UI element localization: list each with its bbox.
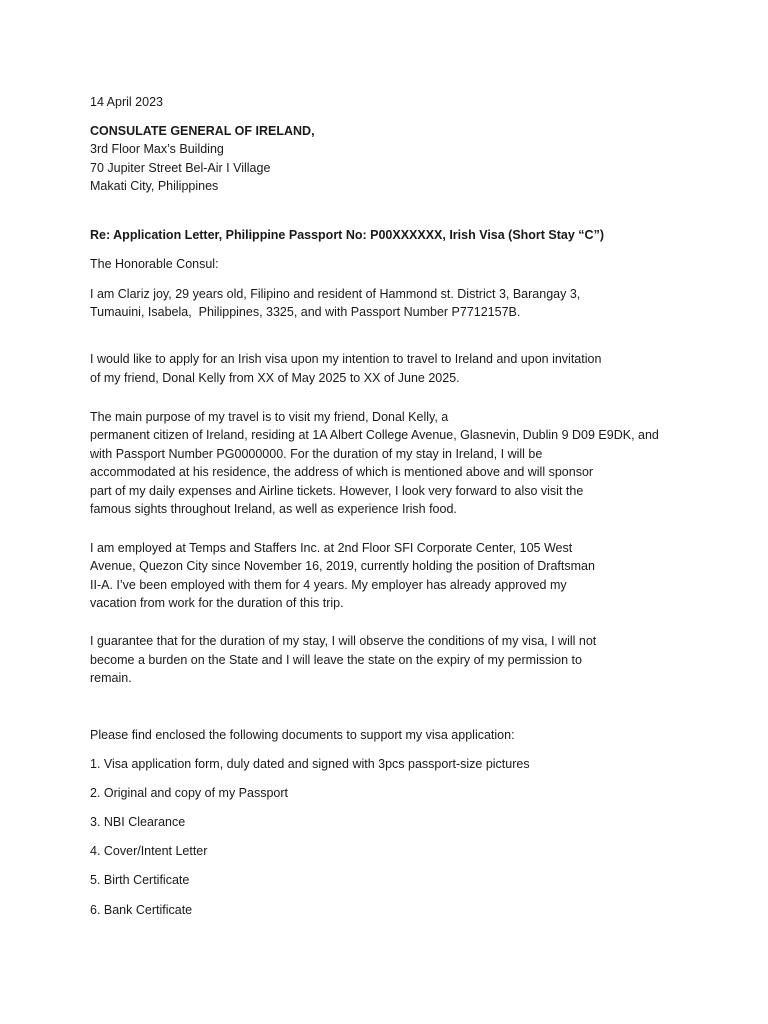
letter-date: 14 April 2023 xyxy=(90,95,163,109)
enclosures-intro: Please find enclosed the following documents to support my visa application: xyxy=(90,728,515,742)
paragraph-line: I am Clariz joy, 29 years old, Filipino and resident of Hammond st. District 3, Barangay 3, xyxy=(90,287,581,301)
enclosure-item: 2. Original and copy of my Passport xyxy=(90,786,289,800)
enclosure-item: 5. Birth Certificate xyxy=(90,873,190,887)
recipient-address-line: 70 Jupiter Street Bel-Air I Village xyxy=(90,161,271,175)
paragraph-line: accommodated at his residence, the address of which is mentioned above and will sponsor xyxy=(90,465,594,479)
paragraph-line: remain. xyxy=(90,671,132,685)
recipient-address-line: 3rd Floor Max’s Building xyxy=(90,142,224,156)
paragraph-line: become a burden on the State and I will leave the state on the expiry of my permission to xyxy=(90,653,582,667)
paragraph-line: Tumauini, Isabela, Philippines, 3325, and with Passport Number P7712157B. xyxy=(90,305,521,319)
enclosure-item: 4. Cover/Intent Letter xyxy=(90,844,208,858)
recipient-name: CONSULATE GENERAL OF IRELAND, xyxy=(90,124,315,138)
letter-salutation: The Honorable Consul: xyxy=(90,257,219,271)
paragraph-line: I would like to apply for an Irish visa upon my intention to travel to Ireland and upon invitation xyxy=(90,352,602,366)
enclosure-item: 1. Visa application form, duly dated and signed with 3pcs passport-size pictures xyxy=(90,757,530,771)
paragraph-line: of my friend, Donal Kelly from XX of May 2025 to XX of June 2025. xyxy=(90,371,460,385)
paragraph-line: part of my daily expenses and Airline tickets. However, I look very forward to also visit the xyxy=(90,484,584,498)
paragraph-line: Avenue, Quezon City since November 16, 2019, currently holding the position of Draftsman xyxy=(90,559,595,573)
paragraph-line: vacation from work for the duration of this trip. xyxy=(90,596,344,610)
letter-subject: Re: Application Letter, Philippine Passport No: P00XXXXXX, Irish Visa (Short Stay “C”) xyxy=(90,228,605,242)
enclosure-item: 6. Bank Certificate xyxy=(90,903,193,917)
paragraph-line: II-A. I’ve been employed with them for 4 years. My employer has already approved my xyxy=(90,578,567,592)
enclosure-item: 3. NBI Clearance xyxy=(90,815,186,829)
paragraph-line: The main purpose of my travel is to visit my friend, Donal Kelly, a xyxy=(90,410,449,424)
paragraph-line: I guarantee that for the duration of my stay, I will observe the conditions of my visa, I will not xyxy=(90,634,597,648)
recipient-address-line: Makati City, Philippines xyxy=(90,179,219,193)
paragraph-line: famous sights throughout Ireland, as well as experience Irish food. xyxy=(90,502,457,516)
paragraph-line: with Passport Number PG0000000. For the duration of my stay in Ireland, I will be xyxy=(90,447,543,461)
paragraph-line: permanent citizen of Ireland, residing at 1A Albert College Avenue, Glasnevin, Dublin 9 D09 E9DK, and xyxy=(90,428,659,442)
paragraph-line: I am employed at Temps and Staffers Inc. at 2nd Floor SFI Corporate Center, 105 West xyxy=(90,541,573,555)
